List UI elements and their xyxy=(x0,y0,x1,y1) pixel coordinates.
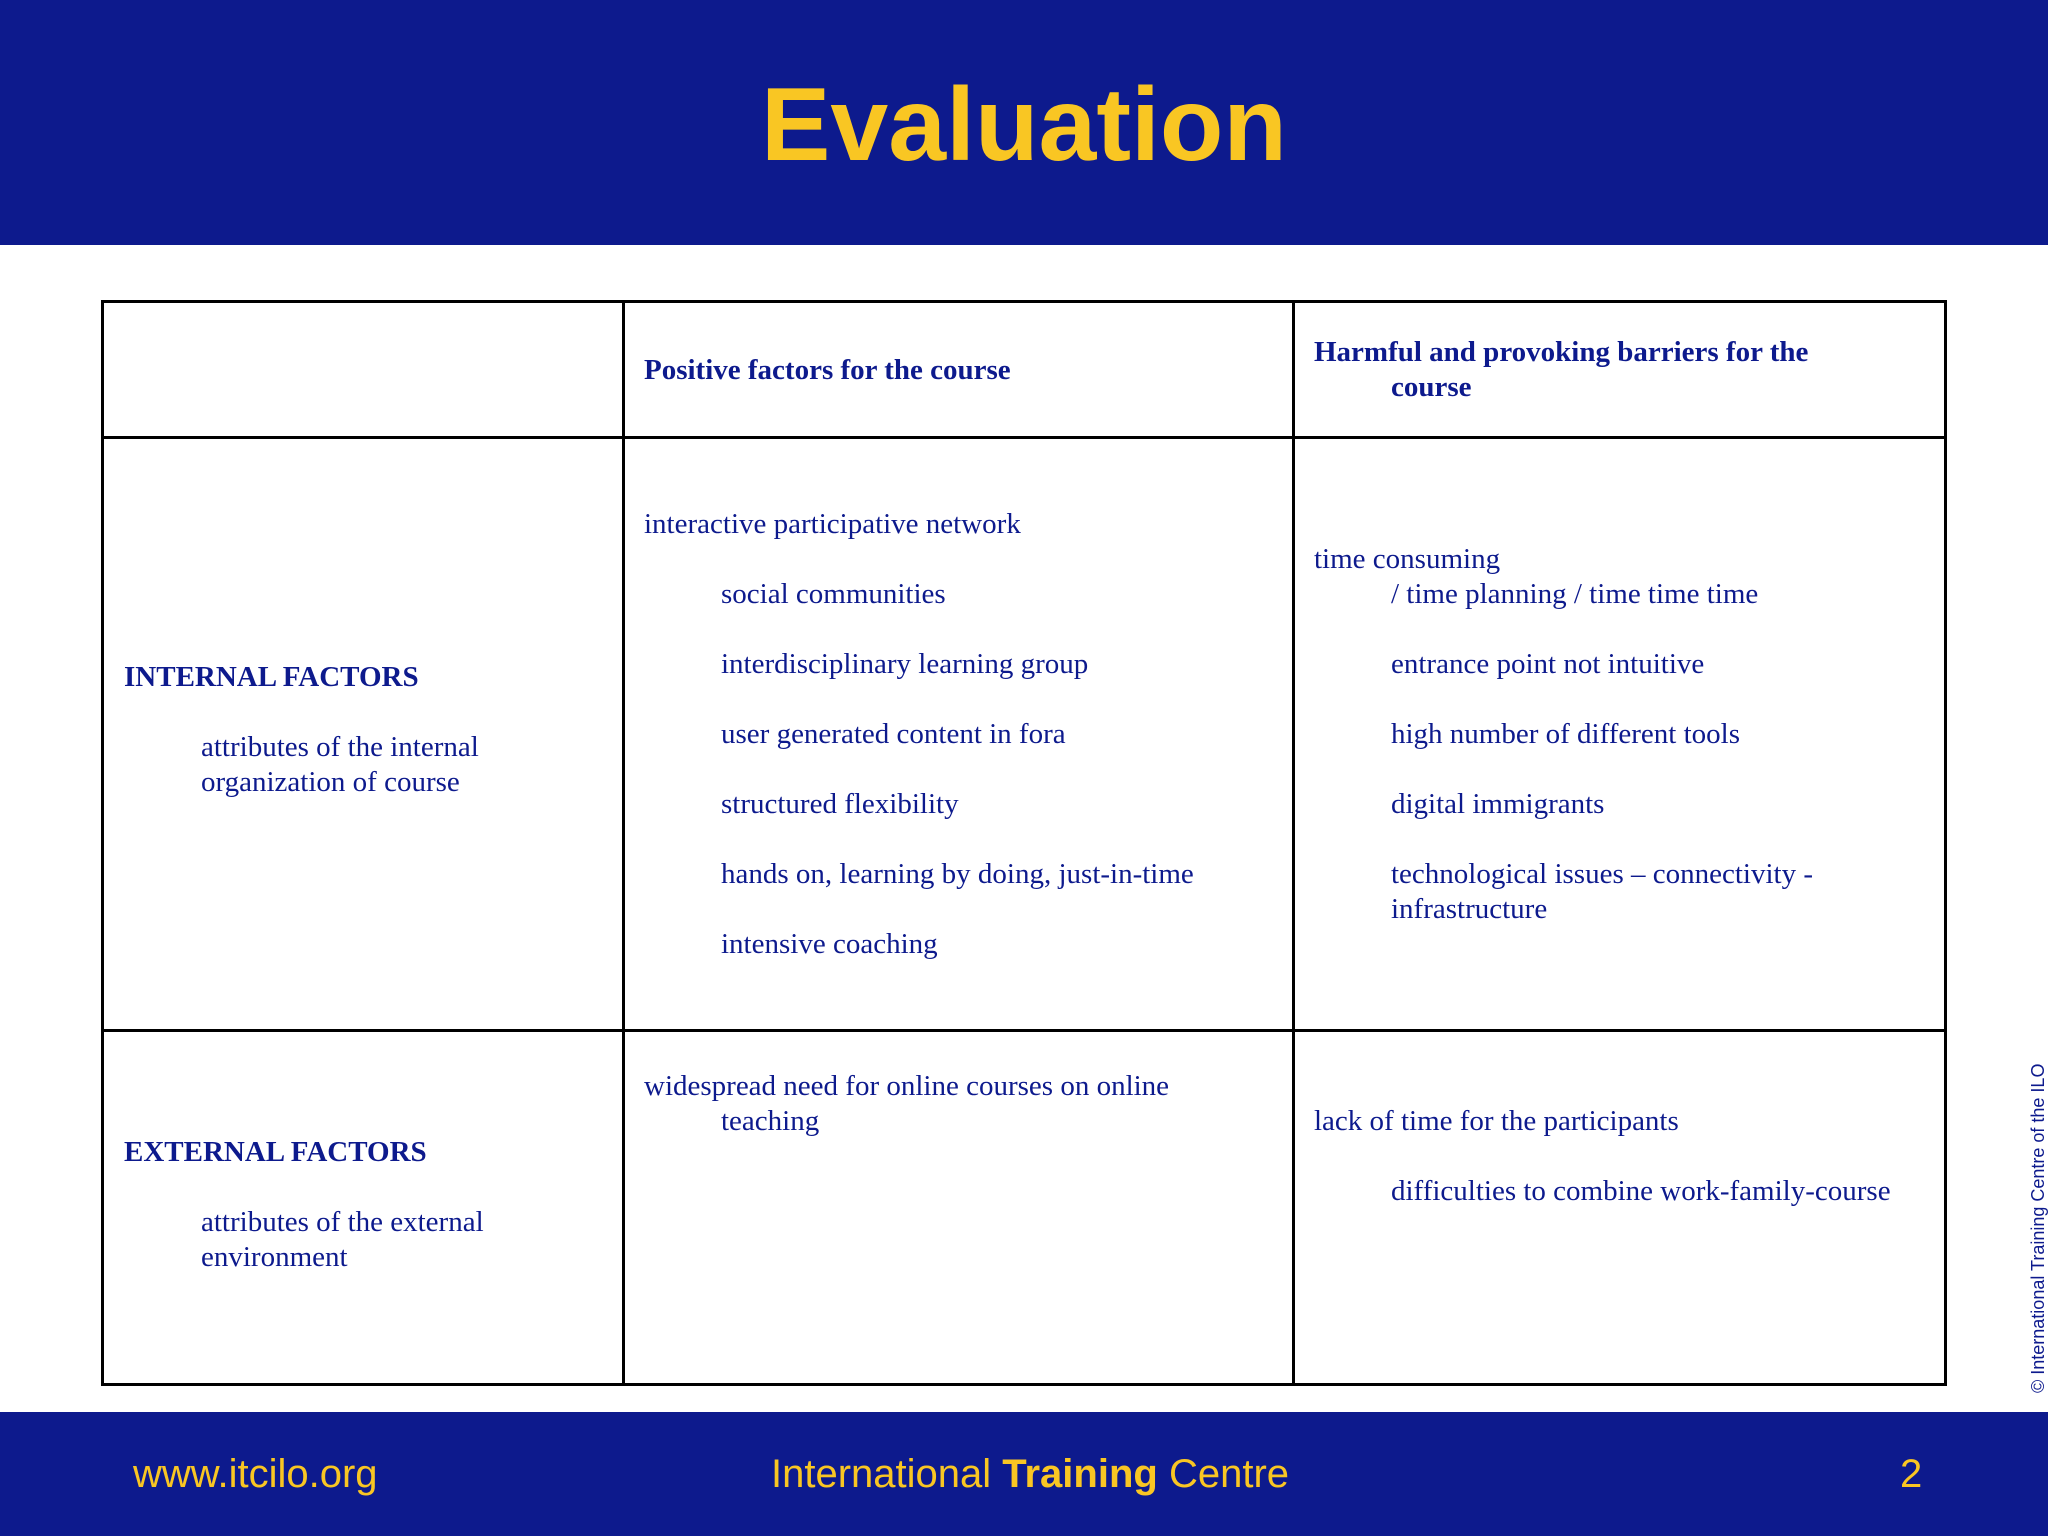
list-item: difficulties to combine work-family-course xyxy=(1391,1175,1891,1207)
list-item: time consuming xyxy=(1314,543,1501,575)
internal-factors-desc: organization of course xyxy=(201,766,460,798)
footer-url-link[interactable]: www.itcilo.org xyxy=(133,1452,378,1496)
evaluation-table xyxy=(101,300,1947,1386)
column-header-positive xyxy=(644,353,1274,388)
slide-footer xyxy=(0,1412,2048,1536)
footer-organization xyxy=(0,1452,2048,1497)
internal-harmful-list xyxy=(1314,542,1944,927)
footer-organization-suffix: Centre xyxy=(1157,1452,1290,1496)
copyright-notice: © International Training Centre of the ILO xyxy=(2028,1063,2048,1393)
external-factors-label: EXTERNAL FACTORS xyxy=(124,1136,427,1168)
external-harmful-list xyxy=(1314,1104,1944,1209)
list-item: social communities xyxy=(721,578,946,610)
footer-organization-bold: Training xyxy=(1002,1452,1158,1496)
column-header-harmful-line: Harmful and provoking barriers for the xyxy=(1314,336,1809,368)
list-item: technological issues – connectivity - xyxy=(1391,858,1814,890)
column-header-harmful xyxy=(1314,335,1934,405)
list-item: interactive participative network xyxy=(644,508,1021,540)
row-label-internal xyxy=(124,660,604,800)
internal-factors-desc: attributes of the internal xyxy=(201,731,479,763)
table-divider xyxy=(104,436,1944,439)
list-item: entrance point not intuitive xyxy=(1391,648,1705,680)
slide-title: Evaluation xyxy=(761,67,1287,183)
external-positive-list xyxy=(644,1069,1284,1139)
column-header-harmful-line: course xyxy=(1391,371,1472,403)
table-divider xyxy=(622,303,625,1383)
list-item: user generated content in fora xyxy=(721,718,1066,750)
row-label-external xyxy=(124,1135,604,1275)
column-header-positive-label: Positive factors for the course xyxy=(644,354,1011,386)
list-item: intensive coaching xyxy=(721,928,938,960)
footer-organization-prefix: International xyxy=(770,1452,1003,1496)
external-factors-desc: attributes of the external xyxy=(201,1206,484,1238)
internal-positive-list xyxy=(644,507,1284,997)
list-item: structured flexibility xyxy=(721,788,959,820)
list-item: hands on, learning by doing, just-in-time xyxy=(721,858,1194,890)
list-item: digital immigrants xyxy=(1391,788,1605,820)
slide-header xyxy=(0,0,2048,245)
external-factors-desc: environment xyxy=(201,1241,348,1273)
page-number: 2 xyxy=(1900,1452,1923,1496)
table-divider xyxy=(1292,303,1295,1383)
list-item: high number of different tools xyxy=(1391,718,1741,750)
list-item: infrastructure xyxy=(1391,893,1548,925)
table-divider xyxy=(104,1029,1944,1032)
list-item: interdisciplinary learning group xyxy=(721,648,1089,680)
list-item: teaching xyxy=(721,1105,820,1137)
list-item: lack of time for the participants xyxy=(1314,1105,1679,1137)
list-item: widespread need for online courses on online xyxy=(644,1070,1170,1102)
internal-factors-label: INTERNAL FACTORS xyxy=(124,661,419,693)
list-item: / time planning / time time time xyxy=(1391,578,1759,610)
